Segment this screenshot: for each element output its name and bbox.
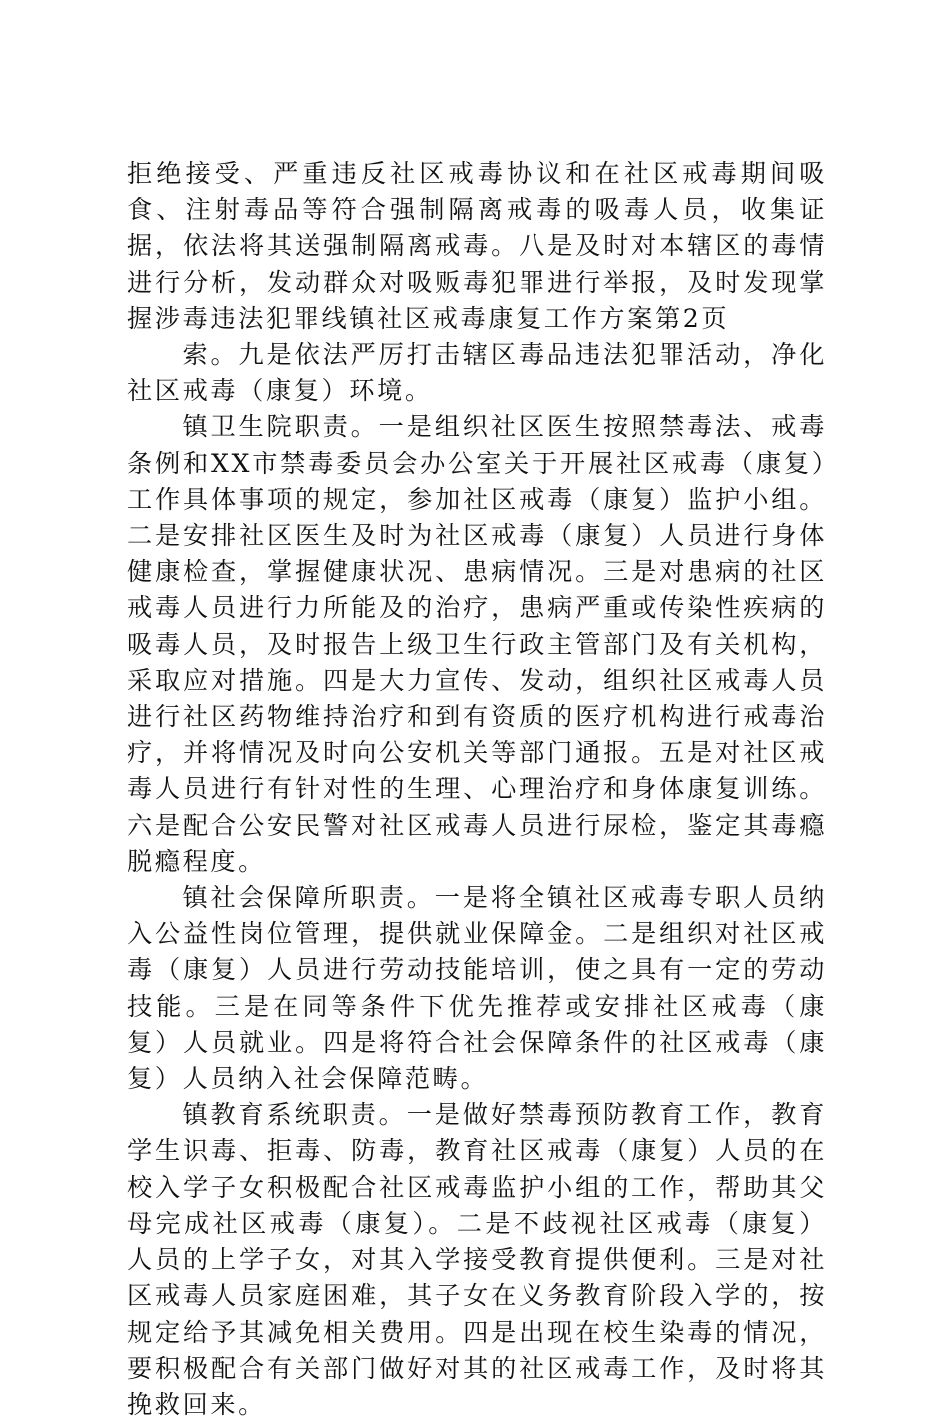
paragraph-social-security-duties: 镇社会保障所职责。一是将全镇社区戒毒专职人员纳入公益性岗位管理，提供就业保障金。二是组织对社区戒毒（康复）人员进行劳动技能培训，使之具有一定的劳动技能。三是在同等条件下优先推荐或安排社区戒毒（康复）人员就业。四是将符合社会保障条件的社区戒毒（康复）人员纳入社会保障范畴。 bbox=[127, 883, 827, 1094]
document-body bbox=[127, 156, 827, 1423]
paragraph-continuation: 拒绝接受、严重违反社区戒毒协议和在社区戒毒期间吸食、注射毒品等符合强制隔离戒毒的吸毒人员，收集证据，依法将其送强制隔离戒毒。八是及时对本辖区的毒情进行分析，发动群众对吸贩毒犯罪进行举报，及时发现掌握涉毒违法犯罪线镇社区戒毒康复工作方案第2页 bbox=[127, 159, 827, 333]
paragraph-crackdown: 索。九是依法严厉打击辖区毒品违法犯罪活动，净化社区戒毒（康复）环境。 bbox=[127, 340, 827, 406]
paragraph-education-duties: 镇教育系统职责。一是做好禁毒预防教育工作，教育学生识毒、拒毒、防毒，教育社区戒毒（康复）人员的在校入学子女积极配合社区戒毒监护小组的工作，帮助其父母完成社区戒毒（康复）。二是不歧视社区戒毒（康复）人员的上学子女，对其入学接受教育提供便利。三是对社区戒毒人员家庭困难，其子女在义务教育阶段入学的，按规定给予其减免相关费用。四是出现在校生染毒的情况，要积极配合有关部门做好对其的社区戒毒工作，及时将其挽救回来。 bbox=[127, 1100, 827, 1419]
paragraph-health-center-duties: 镇卫生院职责。一是组织社区医生按照禁毒法、戒毒条例和XX市禁毒委员会办公室关于开展社区戒毒（康复）工作具体事项的规定，参加社区戒毒（康复）监护小组。二是安排社区医生及时为社区戒毒（康复）人员进行身体健康检查，掌握健康状况、患病情况。三是对患病的社区戒毒人员进行力所能及的治疗，患病严重或传染性疾病的吸毒人员，及时报告上级卫生行政主管部门及有关机构，采取应对措施。四是大力宣传、发动，组织社区戒毒人员进行社区药物维持治疗和到有资质的医疗机构进行戒毒治疗，并将情况及时向公安机关等部门通报。五是对社区戒毒人员进行有针对性的生理、心理治疗和身体康复训练。六是配合公安民警对社区戒毒人员进行尿检，鉴定其毒瘾脱瘾程度。 bbox=[127, 412, 827, 876]
